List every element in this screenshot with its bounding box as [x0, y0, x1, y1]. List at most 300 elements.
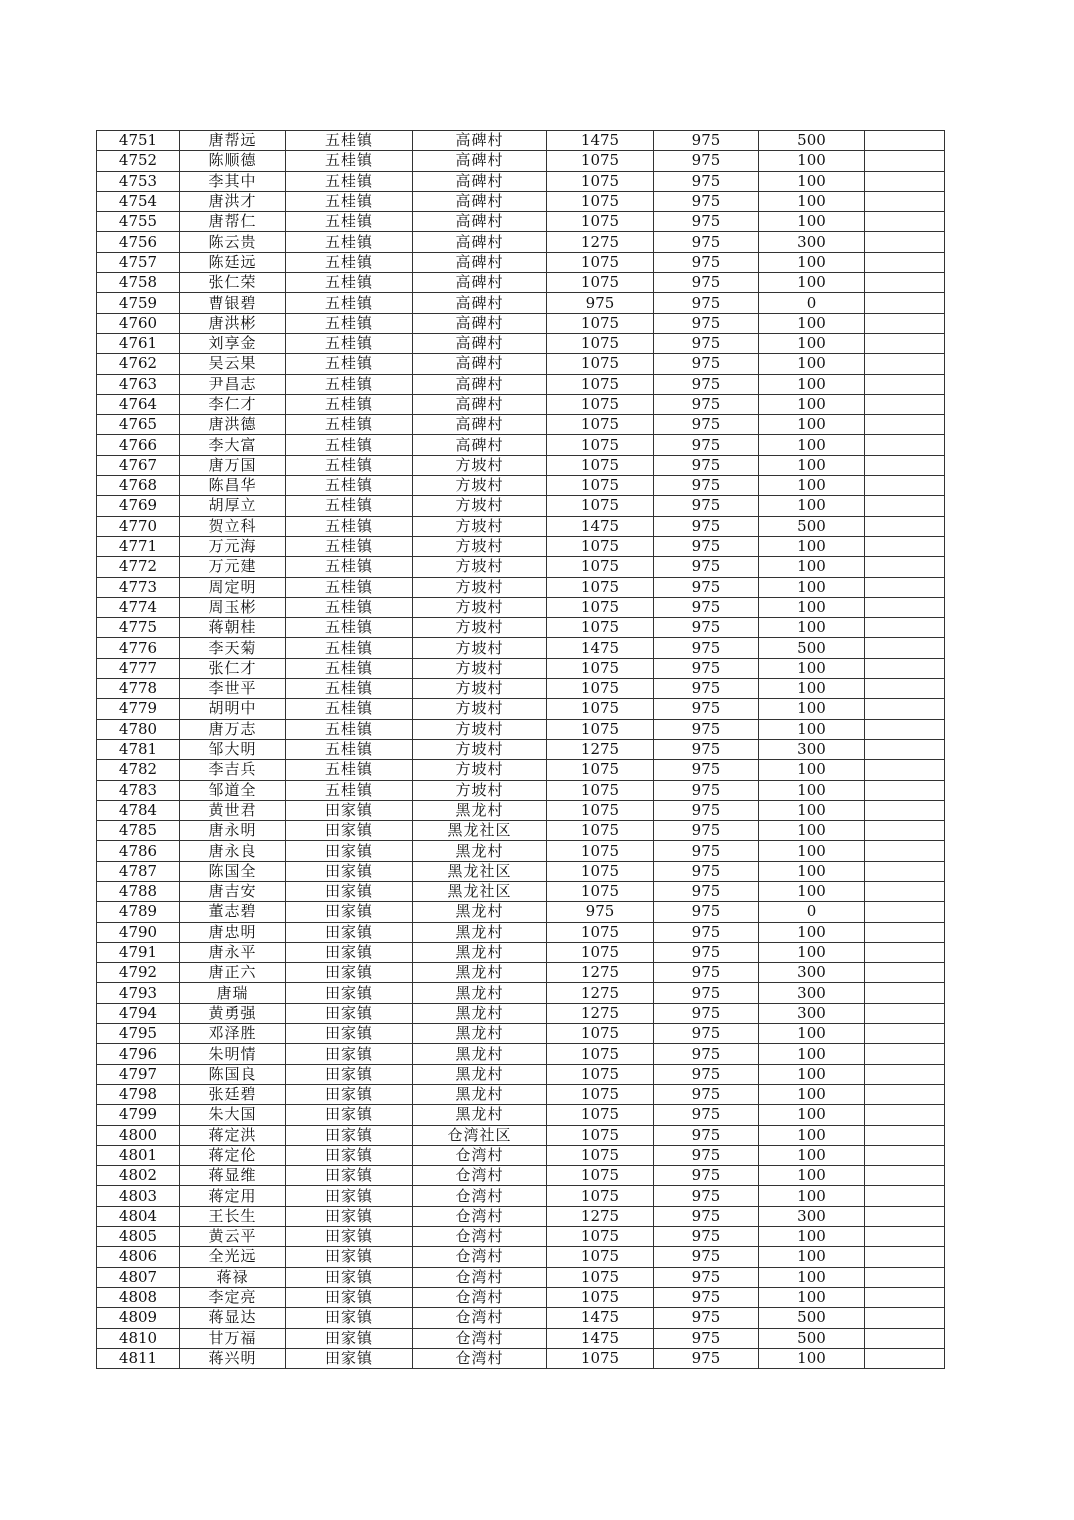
- difference-cell: 100: [759, 861, 865, 881]
- name-cell: 唐万志: [180, 719, 286, 739]
- difference-cell: 100: [759, 1024, 865, 1044]
- amount-b-cell: 975: [654, 1348, 759, 1368]
- difference-cell: 100: [759, 1227, 865, 1247]
- town-cell: 五桂镇: [286, 638, 413, 658]
- name-cell: 唐正六: [180, 963, 286, 983]
- town-cell: 五桂镇: [286, 212, 413, 232]
- name-cell: 周定明: [180, 577, 286, 597]
- table-row: [97, 496, 945, 516]
- difference-cell: 100: [759, 577, 865, 597]
- difference-cell: 100: [759, 760, 865, 780]
- name-cell: 蒋定洪: [180, 1125, 286, 1145]
- serial-number-cell: 4756: [97, 232, 180, 252]
- town-cell: 田家镇: [286, 1348, 413, 1368]
- name-cell: 蒋定用: [180, 1186, 286, 1206]
- amount-b-cell: 975: [654, 902, 759, 922]
- name-cell: 陈国全: [180, 861, 286, 881]
- village-cell: 方坡村: [413, 455, 547, 475]
- table-row: [97, 618, 945, 638]
- town-cell: 五桂镇: [286, 232, 413, 252]
- town-cell: 田家镇: [286, 1145, 413, 1165]
- table-row: [97, 333, 945, 353]
- table-row: [97, 557, 945, 577]
- amount-b-cell: 975: [654, 658, 759, 678]
- table-row: [97, 963, 945, 983]
- table-row: [97, 1227, 945, 1247]
- remark-cell: [865, 455, 945, 475]
- amount-a-cell: 1075: [547, 374, 654, 394]
- serial-number-cell: 4789: [97, 902, 180, 922]
- town-cell: 五桂镇: [286, 151, 413, 171]
- amount-b-cell: 975: [654, 1024, 759, 1044]
- serial-number-cell: 4775: [97, 618, 180, 638]
- serial-number-cell: 4800: [97, 1125, 180, 1145]
- town-cell: 五桂镇: [286, 293, 413, 313]
- difference-cell: 100: [759, 1105, 865, 1125]
- town-cell: 五桂镇: [286, 252, 413, 272]
- difference-cell: 300: [759, 232, 865, 252]
- amount-a-cell: 1075: [547, 719, 654, 739]
- table-row: [97, 760, 945, 780]
- remark-cell: [865, 252, 945, 272]
- village-cell: 方坡村: [413, 516, 547, 536]
- village-cell: 方坡村: [413, 679, 547, 699]
- amount-a-cell: 1475: [547, 638, 654, 658]
- amount-a-cell: 1075: [547, 1084, 654, 1104]
- amount-b-cell: 975: [654, 394, 759, 414]
- village-cell: 黑龙社区: [413, 861, 547, 881]
- amount-b-cell: 975: [654, 1227, 759, 1247]
- serial-number-cell: 4770: [97, 516, 180, 536]
- town-cell: 五桂镇: [286, 760, 413, 780]
- amount-a-cell: 1075: [547, 760, 654, 780]
- serial-number-cell: 4766: [97, 435, 180, 455]
- name-cell: 李其中: [180, 171, 286, 191]
- amount-a-cell: 1075: [547, 658, 654, 678]
- town-cell: 田家镇: [286, 1206, 413, 1226]
- difference-cell: 100: [759, 1125, 865, 1145]
- village-cell: 仓湾村: [413, 1206, 547, 1226]
- name-cell: 唐瑞: [180, 983, 286, 1003]
- name-cell: 唐洪德: [180, 415, 286, 435]
- village-cell: 高碑村: [413, 273, 547, 293]
- town-cell: 五桂镇: [286, 333, 413, 353]
- town-cell: 田家镇: [286, 1125, 413, 1145]
- table-row: [97, 699, 945, 719]
- difference-cell: 300: [759, 983, 865, 1003]
- amount-b-cell: 975: [654, 841, 759, 861]
- remark-cell: [865, 476, 945, 496]
- serial-number-cell: 4757: [97, 252, 180, 272]
- town-cell: 田家镇: [286, 881, 413, 901]
- town-cell: 田家镇: [286, 861, 413, 881]
- table-row: [97, 1084, 945, 1104]
- difference-cell: 100: [759, 151, 865, 171]
- amount-a-cell: 1075: [547, 679, 654, 699]
- town-cell: 田家镇: [286, 800, 413, 820]
- village-cell: 方坡村: [413, 719, 547, 739]
- table-row: [97, 1044, 945, 1064]
- amount-b-cell: 975: [654, 881, 759, 901]
- serial-number-cell: 4780: [97, 719, 180, 739]
- name-cell: 张廷碧: [180, 1084, 286, 1104]
- serial-number-cell: 4774: [97, 597, 180, 617]
- table-row: [97, 293, 945, 313]
- amount-b-cell: 975: [654, 293, 759, 313]
- serial-number-cell: 4802: [97, 1166, 180, 1186]
- amount-a-cell: 1475: [547, 1328, 654, 1348]
- difference-cell: 100: [759, 1186, 865, 1206]
- amount-a-cell: 1075: [547, 313, 654, 333]
- difference-cell: 100: [759, 780, 865, 800]
- amount-b-cell: 975: [654, 374, 759, 394]
- amount-b-cell: 975: [654, 577, 759, 597]
- remark-cell: [865, 1125, 945, 1145]
- amount-a-cell: 1075: [547, 577, 654, 597]
- town-cell: 五桂镇: [286, 131, 413, 151]
- serial-number-cell: 4798: [97, 1084, 180, 1104]
- name-cell: 李世平: [180, 679, 286, 699]
- name-cell: 胡厚立: [180, 496, 286, 516]
- town-cell: 五桂镇: [286, 719, 413, 739]
- table-row: [97, 861, 945, 881]
- difference-cell: 100: [759, 252, 865, 272]
- name-cell: 刘享金: [180, 333, 286, 353]
- amount-b-cell: 975: [654, 739, 759, 759]
- village-cell: 方坡村: [413, 496, 547, 516]
- name-cell: 甘万福: [180, 1328, 286, 1348]
- amount-b-cell: 975: [654, 1308, 759, 1328]
- amount-a-cell: 1275: [547, 1206, 654, 1226]
- amount-b-cell: 975: [654, 760, 759, 780]
- remark-cell: [865, 1024, 945, 1044]
- amount-a-cell: 1475: [547, 516, 654, 536]
- town-cell: 田家镇: [286, 841, 413, 861]
- serial-number-cell: 4793: [97, 983, 180, 1003]
- name-cell: 唐永明: [180, 821, 286, 841]
- difference-cell: 100: [759, 800, 865, 820]
- remark-cell: [865, 273, 945, 293]
- serial-number-cell: 4805: [97, 1227, 180, 1247]
- amount-b-cell: 975: [654, 313, 759, 333]
- amount-a-cell: 1075: [547, 821, 654, 841]
- village-cell: 高碑村: [413, 374, 547, 394]
- village-cell: 黑龙村: [413, 1105, 547, 1125]
- amount-a-cell: 1075: [547, 354, 654, 374]
- village-cell: 高碑村: [413, 394, 547, 414]
- village-cell: 高碑村: [413, 354, 547, 374]
- serial-number-cell: 4803: [97, 1186, 180, 1206]
- remark-cell: [865, 679, 945, 699]
- name-cell: 唐忠明: [180, 922, 286, 942]
- difference-cell: 100: [759, 1145, 865, 1165]
- name-cell: 陈国良: [180, 1064, 286, 1084]
- difference-cell: 100: [759, 394, 865, 414]
- difference-cell: 100: [759, 536, 865, 556]
- serial-number-cell: 4759: [97, 293, 180, 313]
- town-cell: 五桂镇: [286, 171, 413, 191]
- amount-b-cell: 975: [654, 1084, 759, 1104]
- serial-number-cell: 4760: [97, 313, 180, 333]
- table-row: [97, 821, 945, 841]
- amount-a-cell: 1075: [547, 1024, 654, 1044]
- village-cell: 高碑村: [413, 131, 547, 151]
- serial-number-cell: 4767: [97, 455, 180, 475]
- table-row: [97, 800, 945, 820]
- amount-a-cell: 1075: [547, 191, 654, 211]
- name-cell: 唐洪才: [180, 191, 286, 211]
- remark-cell: [865, 719, 945, 739]
- name-cell: 蒋显维: [180, 1166, 286, 1186]
- serial-number-cell: 4777: [97, 658, 180, 678]
- difference-cell: 100: [759, 1064, 865, 1084]
- town-cell: 田家镇: [286, 821, 413, 841]
- amount-a-cell: 1075: [547, 273, 654, 293]
- village-cell: 黑龙村: [413, 922, 547, 942]
- amount-a-cell: 1075: [547, 536, 654, 556]
- name-cell: 蒋显达: [180, 1308, 286, 1328]
- serial-number-cell: 4779: [97, 699, 180, 719]
- town-cell: 田家镇: [286, 1267, 413, 1287]
- table-row: [97, 374, 945, 394]
- table-row: [97, 191, 945, 211]
- amount-a-cell: 1075: [547, 496, 654, 516]
- amount-b-cell: 975: [654, 415, 759, 435]
- remark-cell: [865, 618, 945, 638]
- town-cell: 五桂镇: [286, 618, 413, 638]
- town-cell: 五桂镇: [286, 273, 413, 293]
- name-cell: 朱明情: [180, 1044, 286, 1064]
- town-cell: 五桂镇: [286, 496, 413, 516]
- village-cell: 方坡村: [413, 557, 547, 577]
- amount-b-cell: 975: [654, 780, 759, 800]
- town-cell: 田家镇: [286, 1247, 413, 1267]
- town-cell: 五桂镇: [286, 577, 413, 597]
- town-cell: 五桂镇: [286, 739, 413, 759]
- amount-a-cell: 1075: [547, 841, 654, 861]
- amount-a-cell: 1075: [547, 922, 654, 942]
- amount-a-cell: 1075: [547, 1267, 654, 1287]
- table-row: [97, 983, 945, 1003]
- name-cell: 胡明中: [180, 699, 286, 719]
- name-cell: 蒋定伦: [180, 1145, 286, 1165]
- name-cell: 唐吉安: [180, 881, 286, 901]
- remark-cell: [865, 333, 945, 353]
- village-cell: 仓湾村: [413, 1308, 547, 1328]
- table-row: [97, 516, 945, 536]
- town-cell: 田家镇: [286, 942, 413, 962]
- remark-cell: [865, 1186, 945, 1206]
- town-cell: 田家镇: [286, 1084, 413, 1104]
- remark-cell: [865, 313, 945, 333]
- village-cell: 方坡村: [413, 658, 547, 678]
- village-cell: 黑龙村: [413, 1084, 547, 1104]
- amount-b-cell: 975: [654, 1166, 759, 1186]
- name-cell: 李仁才: [180, 394, 286, 414]
- amount-a-cell: 1075: [547, 780, 654, 800]
- serial-number-cell: 4801: [97, 1145, 180, 1165]
- table-row: [97, 455, 945, 475]
- difference-cell: 100: [759, 679, 865, 699]
- amount-b-cell: 975: [654, 516, 759, 536]
- amount-b-cell: 975: [654, 557, 759, 577]
- amount-b-cell: 975: [654, 455, 759, 475]
- amount-a-cell: 1075: [547, 1247, 654, 1267]
- table-row: [97, 1186, 945, 1206]
- village-cell: 黑龙村: [413, 1064, 547, 1084]
- serial-number-cell: 4753: [97, 171, 180, 191]
- difference-cell: 100: [759, 1267, 865, 1287]
- remark-cell: [865, 780, 945, 800]
- name-cell: 黄世君: [180, 800, 286, 820]
- table-row: [97, 1247, 945, 1267]
- table-row: [97, 922, 945, 942]
- table-row: [97, 1105, 945, 1125]
- village-cell: 仓湾村: [413, 1328, 547, 1348]
- difference-cell: 500: [759, 1308, 865, 1328]
- table-row: [97, 1166, 945, 1186]
- serial-number-cell: 4804: [97, 1206, 180, 1226]
- name-cell: 陈顺德: [180, 151, 286, 171]
- serial-number-cell: 4773: [97, 577, 180, 597]
- amount-a-cell: 1075: [547, 212, 654, 232]
- serial-number-cell: 4751: [97, 131, 180, 151]
- remark-cell: [865, 1267, 945, 1287]
- village-cell: 仓湾村: [413, 1267, 547, 1287]
- town-cell: 田家镇: [286, 1186, 413, 1206]
- amount-a-cell: 1075: [547, 1166, 654, 1186]
- village-cell: 方坡村: [413, 597, 547, 617]
- serial-number-cell: 4811: [97, 1348, 180, 1368]
- town-cell: 田家镇: [286, 1044, 413, 1064]
- name-cell: 张仁荣: [180, 273, 286, 293]
- amount-a-cell: 1275: [547, 1003, 654, 1023]
- difference-cell: 0: [759, 293, 865, 313]
- remark-cell: [865, 902, 945, 922]
- remark-cell: [865, 212, 945, 232]
- difference-cell: 100: [759, 699, 865, 719]
- serial-number-cell: 4758: [97, 273, 180, 293]
- difference-cell: 100: [759, 821, 865, 841]
- town-cell: 田家镇: [286, 963, 413, 983]
- serial-number-cell: 4772: [97, 557, 180, 577]
- serial-number-cell: 4786: [97, 841, 180, 861]
- amount-a-cell: 1075: [547, 1064, 654, 1084]
- remark-cell: [865, 963, 945, 983]
- remark-cell: [865, 658, 945, 678]
- serial-number-cell: 4754: [97, 191, 180, 211]
- table-row: [97, 354, 945, 374]
- town-cell: 五桂镇: [286, 557, 413, 577]
- table-row: [97, 942, 945, 962]
- amount-b-cell: 975: [654, 333, 759, 353]
- remark-cell: [865, 1348, 945, 1368]
- difference-cell: 100: [759, 1348, 865, 1368]
- village-cell: 方坡村: [413, 476, 547, 496]
- amount-b-cell: 975: [654, 861, 759, 881]
- name-cell: 全光远: [180, 1247, 286, 1267]
- remark-cell: [865, 1105, 945, 1125]
- amount-a-cell: 1075: [547, 1145, 654, 1165]
- serial-number-cell: 4752: [97, 151, 180, 171]
- village-cell: 方坡村: [413, 618, 547, 638]
- village-cell: 仓湾村: [413, 1166, 547, 1186]
- amount-b-cell: 975: [654, 252, 759, 272]
- remark-cell: [865, 841, 945, 861]
- town-cell: 田家镇: [286, 1328, 413, 1348]
- town-cell: 田家镇: [286, 922, 413, 942]
- remark-cell: [865, 739, 945, 759]
- remark-cell: [865, 1308, 945, 1328]
- table-row: [97, 212, 945, 232]
- table-row: [97, 597, 945, 617]
- village-cell: 高碑村: [413, 212, 547, 232]
- amount-b-cell: 975: [654, 1287, 759, 1307]
- amount-a-cell: 1075: [547, 394, 654, 414]
- village-cell: 黑龙村: [413, 1044, 547, 1064]
- village-cell: 高碑村: [413, 252, 547, 272]
- village-cell: 黑龙社区: [413, 881, 547, 901]
- table-row: [97, 476, 945, 496]
- difference-cell: 100: [759, 333, 865, 353]
- amount-b-cell: 975: [654, 232, 759, 252]
- serial-number-cell: 4810: [97, 1328, 180, 1348]
- table-row: [97, 739, 945, 759]
- amount-a-cell: 1075: [547, 333, 654, 353]
- town-cell: 田家镇: [286, 902, 413, 922]
- amount-b-cell: 975: [654, 1003, 759, 1023]
- serial-number-cell: 4782: [97, 760, 180, 780]
- table-row: [97, 232, 945, 252]
- village-cell: 高碑村: [413, 293, 547, 313]
- remark-cell: [865, 1064, 945, 1084]
- amount-a-cell: 1075: [547, 942, 654, 962]
- amount-a-cell: 1075: [547, 557, 654, 577]
- amount-a-cell: 1075: [547, 171, 654, 191]
- name-cell: 曹银碧: [180, 293, 286, 313]
- table-row: [97, 1064, 945, 1084]
- serial-number-cell: 4797: [97, 1064, 180, 1084]
- village-cell: 黑龙村: [413, 1024, 547, 1044]
- amount-a-cell: 1075: [547, 699, 654, 719]
- table-row: [97, 719, 945, 739]
- amount-a-cell: 1075: [547, 597, 654, 617]
- amount-a-cell: 1075: [547, 1186, 654, 1206]
- village-cell: 仓湾村: [413, 1247, 547, 1267]
- name-cell: 蒋朝桂: [180, 618, 286, 638]
- amount-b-cell: 975: [654, 942, 759, 962]
- name-cell: 尹昌志: [180, 374, 286, 394]
- amount-a-cell: 1075: [547, 800, 654, 820]
- amount-a-cell: 1075: [547, 861, 654, 881]
- name-cell: 李吉兵: [180, 760, 286, 780]
- village-cell: 高碑村: [413, 415, 547, 435]
- table-row: [97, 841, 945, 861]
- difference-cell: 100: [759, 212, 865, 232]
- remark-cell: [865, 1227, 945, 1247]
- difference-cell: 500: [759, 131, 865, 151]
- table-row: [97, 1024, 945, 1044]
- town-cell: 五桂镇: [286, 394, 413, 414]
- amount-a-cell: 1075: [547, 455, 654, 475]
- village-cell: 方坡村: [413, 739, 547, 759]
- remark-cell: [865, 760, 945, 780]
- amount-b-cell: 975: [654, 1044, 759, 1064]
- name-cell: 周玉彬: [180, 597, 286, 617]
- village-cell: 黑龙村: [413, 942, 547, 962]
- remark-cell: [865, 699, 945, 719]
- difference-cell: 300: [759, 1206, 865, 1226]
